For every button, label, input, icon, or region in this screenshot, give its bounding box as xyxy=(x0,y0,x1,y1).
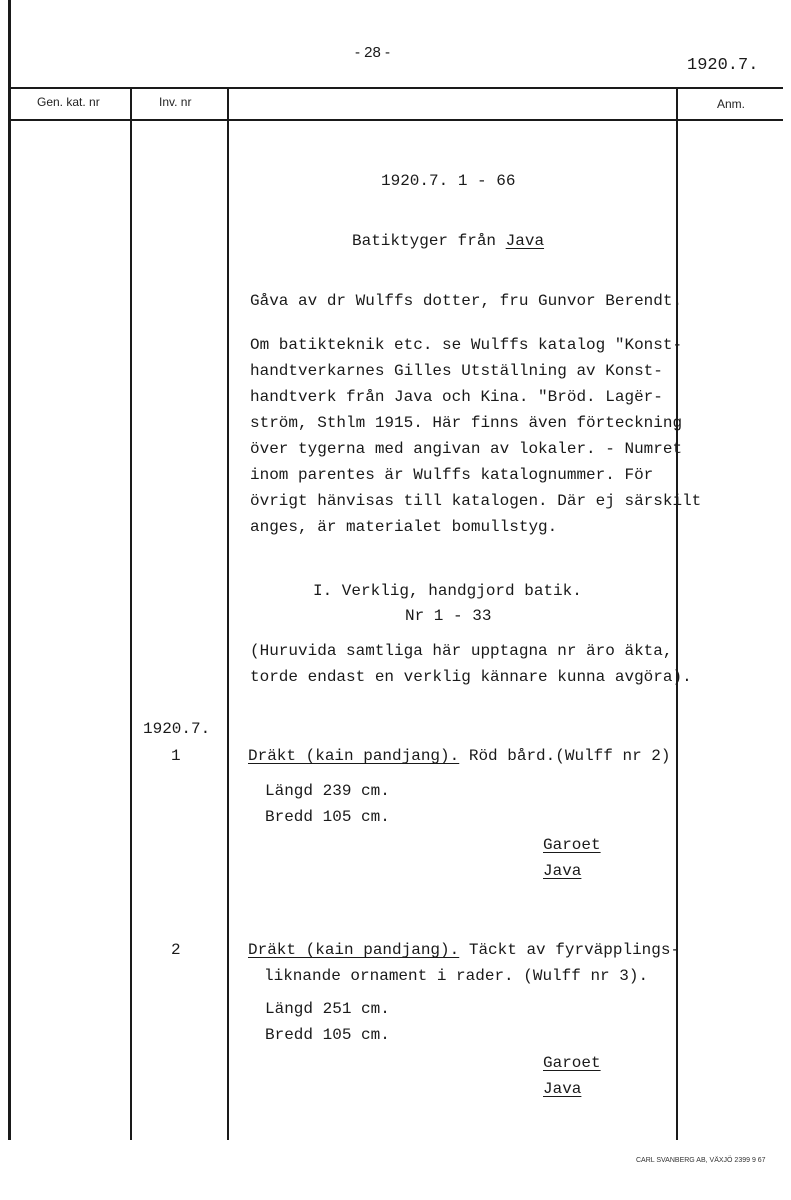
intro-line: över tygerna med angivan av lokaler. - Numret xyxy=(250,440,683,458)
column-divider-3 xyxy=(676,87,678,1140)
column-header-anm: Anm. xyxy=(717,97,746,111)
intro-line: Om batikteknik etc. se Wulffs katalog "Konst- xyxy=(250,336,683,354)
item-name: Dräkt (kain pandjang). xyxy=(248,941,460,959)
item-number: 1 xyxy=(171,747,181,765)
column-header-inv: Inv. nr xyxy=(159,95,192,109)
section-note-line: torde endast en verklig kännare kunna avgöra). xyxy=(250,668,692,686)
column-divider-2 xyxy=(227,87,229,1140)
item-length: Längd 239 cm. xyxy=(265,782,390,800)
catalog-title-place: Java xyxy=(505,232,545,250)
catalog-title-prefix: Batiktyger från xyxy=(352,232,497,250)
printer-mark: CARL SVANBERG AB, VÄXJÖ 2399 9 67 xyxy=(636,1157,766,1164)
intro-line: övrigt hänvisas till katalogen. Där ej särskilt xyxy=(250,492,702,510)
inv-prefix: 1920.7. xyxy=(143,720,211,738)
intro-line: handtverkarnes Gilles Utställning av Konst- xyxy=(250,362,663,380)
item-description: Täckt av fyrväpplings- xyxy=(468,941,681,959)
catalog-range: 1920.7. 1 - 66 xyxy=(381,172,516,190)
intro-line: ström, Sthlm 1915. Här finns även förteckning xyxy=(250,414,683,432)
section-title: I. Verklig, handgjord batik. xyxy=(313,582,582,600)
intro-line: anges, är materialet bomullstyg. xyxy=(250,518,558,536)
item-heading xyxy=(248,937,680,963)
section-note xyxy=(250,638,692,690)
item-length: Längd 251 cm. xyxy=(265,1000,390,1018)
item-region: Java xyxy=(543,1080,582,1098)
item-width: Bredd 105 cm. xyxy=(265,1026,390,1044)
column-divider-1 xyxy=(130,87,132,1140)
column-header-gen-kat: Gen. kat. nr xyxy=(37,95,100,109)
item-name: Dräkt (kain pandjang). xyxy=(248,747,460,765)
intro-line: inom parentes är Wulffs katalognummer. För xyxy=(250,466,654,484)
item-description: Röd bård.(Wulff nr 2) xyxy=(468,747,671,765)
section-range: Nr 1 - 33 xyxy=(405,607,492,625)
left-margin-rule xyxy=(8,0,11,1140)
table-header-top-rule xyxy=(11,87,783,89)
catalog-title xyxy=(352,228,544,254)
item-region: Java xyxy=(543,862,582,880)
gift-note: Gåva av dr Wulffs dotter, fru Gunvor Berendt. xyxy=(250,292,683,310)
table-header-bottom-rule xyxy=(11,119,783,121)
item-description-continued: liknande ornament i rader. (Wulff nr 3). xyxy=(264,967,649,985)
item-number: 2 xyxy=(171,941,181,959)
intro-line: handtverk från Java och Kina. "Bröd. Lagër- xyxy=(250,388,663,406)
item-heading xyxy=(248,743,670,769)
catalog-id: 1920.7. xyxy=(687,56,759,75)
item-width: Bredd 105 cm. xyxy=(265,808,390,826)
section-note-line: (Huruvida samtliga här upptagna nr äro äkta, xyxy=(250,642,673,660)
page-number: - 28 - xyxy=(355,44,391,61)
intro-paragraph xyxy=(250,332,701,540)
item-locality: Garoet xyxy=(543,1054,601,1072)
item-locality: Garoet xyxy=(543,836,601,854)
